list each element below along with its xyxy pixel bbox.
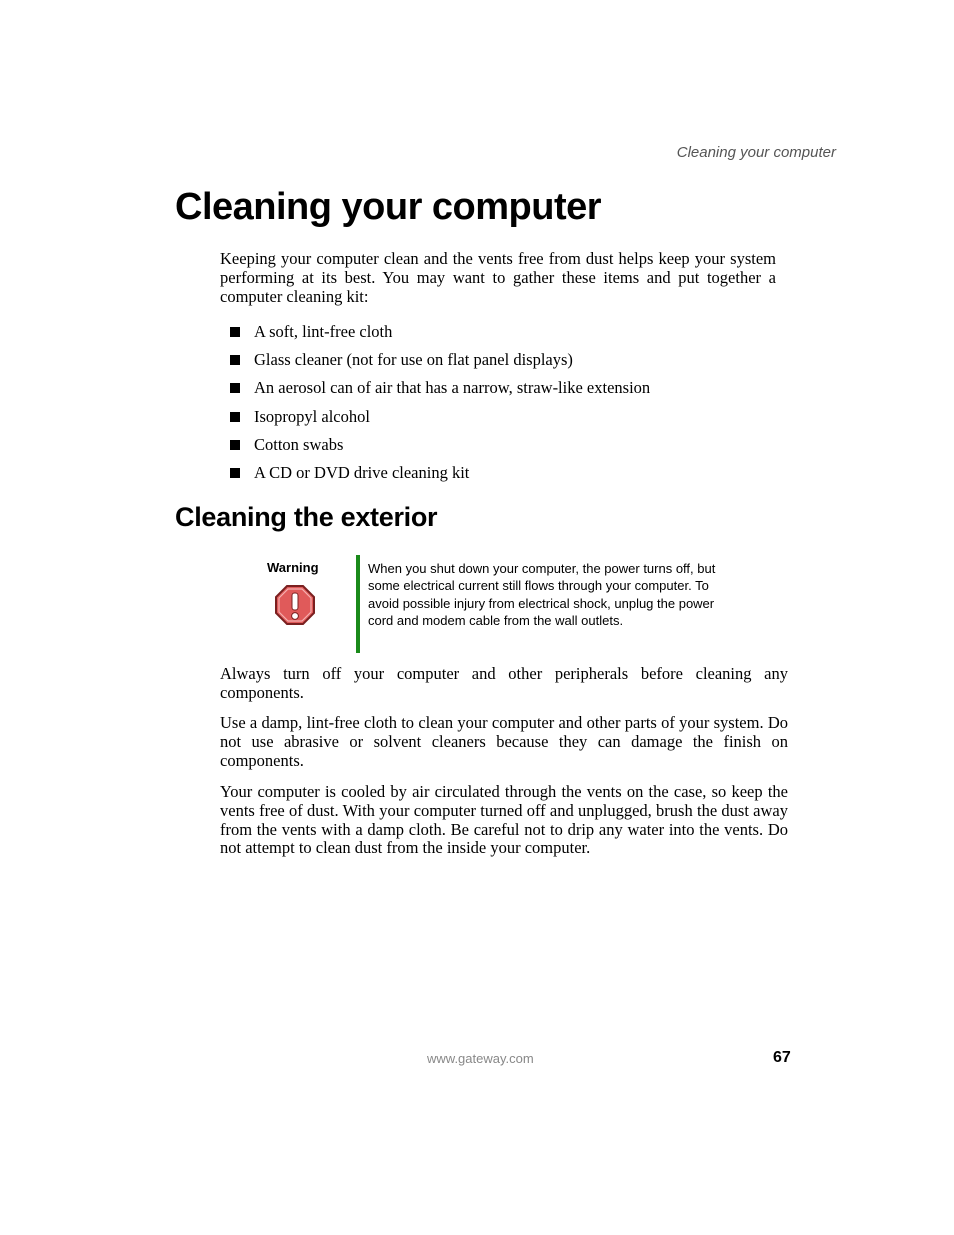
bullet-square-icon [230,440,240,450]
running-head: Cleaning your computer [676,144,836,161]
list-item-text: A CD or DVD drive cleaning kit [254,463,470,483]
list-item-text: Glass cleaner (not for use on flat panel displays) [254,350,573,370]
warning-octagon-icon [274,584,316,626]
list-item [230,346,650,374]
bullet-square-icon [230,412,240,422]
list-item [230,318,650,346]
warning-text: When you shut down your computer, the power turns off, but some electrical current still flows through your computer. To avoid possible injury from electrical shock, unplug the power cord and modem cable from the wall outlets. [368,561,716,628]
list-item-text: Cotton swabs [254,434,344,454]
list-item-text: A soft, lint-free cloth [254,322,393,342]
page-title: Cleaning your computer [175,186,602,228]
list-item [230,431,650,459]
list-item [230,374,650,402]
footer-url: www.gateway.com [427,1051,534,1066]
body-paragraph: Use a damp, lint-free cloth to clean your computer and other parts of your system. Do not use abrasive or solvent cleaners because they can damage the finish on components. [220,713,788,770]
bullet-square-icon [230,327,240,337]
body-paragraph: Always turn off your computer and other peripherals before cleaning any components. [220,664,788,702]
intro-paragraph: Keeping your computer clean and the vents free from dust helps keep your system performing at its best. You may want to gather these items and put together a computer cleaning kit: [220,249,776,306]
body-paragraph: Your computer is cooled by air circulated through the vents on the case, so keep the vents free of dust. With your computer turned off and unplugged, brush the dust away from the vents with a damp cloth. Be careful not to drip any water into the vents. Do not attempt to clean dust from the inside your computer. [220,782,788,858]
list-item [230,459,650,487]
page-number: 67 [773,1049,791,1066]
list-item [230,403,650,431]
bullet-square-icon [230,383,240,393]
warning-label: Warning [267,560,319,575]
list-item-text: Isopropyl alcohol [254,406,370,426]
section-heading: Cleaning the exterior [175,502,438,532]
list-item-text: An aerosol can of air that has a narrow, straw-like extension [254,378,651,398]
kit-items-list [230,318,650,487]
bullet-square-icon [230,355,240,365]
warning-bar [356,555,360,653]
bullet-square-icon [230,468,240,478]
